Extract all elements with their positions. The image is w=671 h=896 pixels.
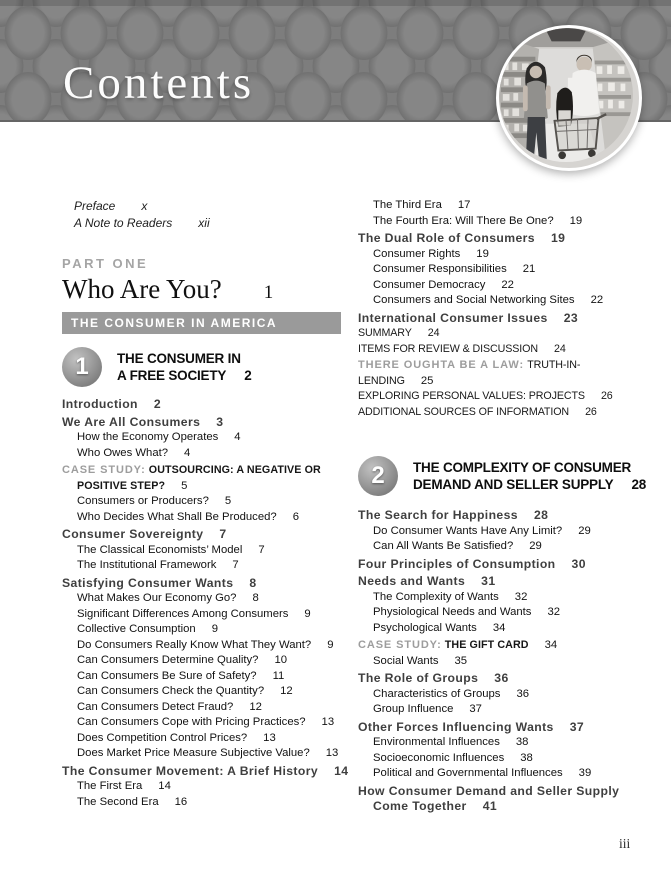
toc-entry-h2 — [62, 795, 354, 811]
toc-entry-h2 — [62, 430, 354, 446]
toc-entry-h2 — [358, 539, 650, 555]
toc-entry-h2 — [62, 622, 354, 638]
toc-entry-page: 12 — [249, 700, 262, 713]
toc-entry-end — [358, 405, 650, 421]
toc-entry-text: Collective Consumption — [77, 623, 196, 635]
chapter-2-heading — [358, 456, 650, 496]
toc-entry-h2 — [62, 779, 354, 795]
toc-entry-h1 — [62, 527, 354, 543]
toc-entry-h2 — [62, 446, 354, 462]
toc-entry-text: TRUTH-IN-LENDING — [358, 359, 581, 387]
toc-entry-h2 — [62, 653, 354, 669]
toc-left-entries — [62, 397, 354, 810]
toc-entry-h2 — [358, 590, 650, 606]
toc-entry-h2 — [62, 510, 354, 526]
toc-entry-page: 4 — [234, 431, 241, 443]
front-matter-item-preface — [74, 198, 354, 215]
toc-entry-text: Psychological Wants — [373, 621, 477, 634]
toc-right-column — [358, 198, 650, 815]
toc-entry-text: Can Consumers Cope with Pricing Practices? — [77, 716, 306, 728]
toc-entry-page: 13 — [263, 731, 276, 744]
toc-entry-h1 — [62, 576, 354, 592]
toc-entry-page: 36 — [494, 671, 509, 685]
toc-entry-h2 — [358, 751, 650, 767]
toc-entry-h2 — [358, 687, 650, 703]
toc-entry-h1 — [358, 231, 650, 247]
toc-entry-h1 — [62, 415, 354, 431]
toc-left-column — [62, 198, 354, 810]
toc-entry-h2 — [62, 731, 354, 747]
toc-entry-h2 — [358, 735, 650, 751]
toc-entry-text: Four Principles of Consumption — [358, 556, 556, 571]
toc-entry-page: 26 — [600, 390, 613, 402]
family-shopping-photo — [496, 25, 642, 171]
toc-entry-page: 21 — [522, 263, 536, 275]
toc-entry-text: THE GIFT CARD — [444, 639, 529, 651]
toc-entry-page: 7 — [258, 543, 265, 556]
toc-entry-text: Who Owes What? — [77, 446, 169, 459]
part-one-heading — [62, 256, 354, 334]
toc-entry-h1 — [358, 671, 650, 687]
toc-entry-h2 — [62, 715, 354, 731]
toc-entry-end — [358, 342, 650, 358]
toc-entry-text: OUTSOURCING: A NEGATIVE OR POSITIVE STEP? — [77, 464, 321, 492]
toc-entry-text: Consumer Sovereignty — [62, 527, 204, 541]
toc-entry-text: Needs and Wants — [358, 574, 466, 588]
toc-entry-page: 25 — [420, 374, 434, 387]
toc-entry-text: The First Era — [77, 780, 143, 792]
toc-entry-text: Physiological Needs and Wants — [373, 606, 532, 618]
toc-entry-page: 23 — [563, 310, 579, 325]
toc-entry-text: The Complexity of Wants — [373, 590, 499, 603]
toc-entry-page: 14 — [334, 763, 349, 778]
toc-entry-page: 34 — [492, 621, 506, 634]
chapter-title-line: A FREE SOCIETY — [117, 368, 227, 383]
toc-entry-page: 9 — [304, 607, 311, 620]
toc-entry-h2 — [358, 654, 650, 670]
toc-entry-text: Can Consumers Check the Quantity? — [77, 685, 265, 697]
toc-entry-page: 41 — [482, 799, 498, 813]
toc-entry-text: EXPLORING PERSONAL VALUES: PROJECTS — [358, 390, 585, 402]
toc-entry-h1 — [62, 764, 354, 780]
toc-entry-h2 — [62, 638, 354, 654]
toc-entry-text: The Fourth Era: Will There Be One? — [373, 214, 554, 227]
toc-entry-page: 13 — [325, 747, 339, 759]
toc-entry-h2 — [358, 702, 650, 718]
toc-entry-text: Do Consumers Really Know What They Want? — [77, 638, 312, 651]
toc-entry-text: Can All Wants Be Satisfied? — [373, 540, 514, 552]
toc-entry-text: The Classical Economists’ Model — [77, 543, 243, 556]
toc-entry-text: The Role of Groups — [358, 671, 479, 685]
toc-entry-page: 8 — [252, 592, 259, 604]
toc-entry-text: The Dual Role of Consumers — [358, 231, 535, 245]
toc-entry-text: Socioeconomic Influences — [373, 751, 505, 764]
toc-entry-end — [358, 326, 650, 342]
toc-entry-page: 19 — [476, 247, 489, 260]
front-matter-page: xii — [198, 216, 210, 230]
chapter-title-line: THE CONSUMER IN — [117, 351, 241, 366]
toc-entry-h1 — [358, 720, 650, 736]
chapter-title-line: THE COMPLEXITY OF CONSUMER — [413, 460, 632, 475]
toc-entry-h2 — [358, 262, 650, 278]
toc-entry-text: The Third Era — [373, 199, 442, 211]
toc-entry-page: 22 — [501, 278, 514, 291]
toc-entry-text: How Consumer Demand and Seller Supply Come Together — [358, 783, 620, 813]
toc-entry-page: 9 — [211, 623, 218, 635]
chapter-2-title — [413, 456, 646, 493]
toc-entry-page: 16 — [174, 795, 188, 808]
toc-entry-page: 7 — [232, 559, 239, 571]
toc-entry-page: 4 — [184, 446, 191, 459]
toc-entry-text: We Are All Consumers — [62, 414, 201, 429]
toc-entry-page: 8 — [249, 575, 257, 590]
chapter-page-number: 28 — [631, 477, 647, 492]
toc-entry-h1 — [358, 557, 650, 573]
toc-entry-text: Characteristics of Groups — [373, 687, 501, 700]
toc-entry-h1 — [358, 508, 650, 524]
toc-entry-page: 7 — [219, 527, 227, 541]
toc-entry-page: 3 — [216, 414, 224, 429]
toc-entry-page: 28 — [533, 508, 549, 522]
toc-entry-h2 — [358, 766, 650, 782]
toc-entry-end — [358, 389, 650, 405]
chapter-2-number-badge: 2 — [358, 456, 398, 496]
toc-entry-text: What Makes Our Economy Go? — [77, 592, 237, 604]
toc-entry-text: Does Competition Control Prices? — [77, 731, 248, 744]
toc-entry-text: Introduction — [62, 397, 138, 411]
toc-entry-text: Can Consumers Be Sure of Safety? — [77, 669, 257, 682]
toc-entry-page: 17 — [457, 199, 471, 211]
toc-entry-text: The Second Era — [77, 795, 159, 808]
toc-entry-h2 — [62, 591, 354, 607]
chapter-title-line: DEMAND AND SELLER SUPPLY — [413, 477, 614, 492]
toc-entry-text: Consumer Democracy — [373, 278, 486, 291]
toc-entry-h2 — [358, 524, 650, 540]
toc-entry-text: Consumers and Social Networking Sites — [373, 294, 575, 306]
front-matter-item-note — [74, 215, 354, 232]
toc-entry-h2 — [62, 607, 354, 623]
toc-entry-page: 38 — [515, 736, 529, 748]
toc-entry-text: Group Influence — [373, 703, 454, 715]
page-number: iii — [619, 836, 631, 851]
toc-entry-page: 37 — [469, 703, 482, 715]
part-title-line — [62, 274, 354, 305]
toc-entry-text: Consumer Responsibilities — [373, 263, 507, 275]
toc-entry-text: The Search for Happiness — [358, 508, 518, 522]
toc-entry-page: 14 — [158, 780, 171, 792]
toc-entry-page: 12 — [280, 685, 293, 697]
chapter-page-number: 2 — [244, 368, 252, 383]
toc-entry-text: The Institutional Framework — [77, 559, 217, 571]
front-matter — [62, 198, 354, 232]
toc-entry-h2 — [358, 198, 650, 214]
toc-entry-text: ADDITIONAL SOURCES OF INFORMATION — [358, 405, 570, 418]
toc-entry-page: 38 — [520, 751, 533, 764]
toc-entry-prefix: CASE STUDY: — [358, 639, 442, 651]
toc-entry-text: Consumer Rights — [373, 247, 461, 260]
toc-entry-page: 9 — [327, 638, 334, 651]
toc-entry-h1 — [62, 397, 354, 413]
toc-entry-page: 19 — [550, 231, 566, 245]
toc-entry-page: 37 — [569, 719, 585, 734]
toc-entry-page: 32 — [514, 590, 528, 603]
toc-entry-text: Consumers or Producers? — [77, 495, 209, 507]
toc-right-top-entries — [358, 198, 650, 420]
toc-entry-text: Other Forces Influencing Wants — [358, 719, 554, 734]
front-matter-label: Preface — [74, 199, 116, 213]
toc-entry-h2 — [62, 543, 354, 559]
toc-entry-page: 5 — [181, 479, 188, 492]
chapter-1-heading — [62, 347, 354, 387]
toc-entry-h2 — [62, 494, 354, 510]
toc-entry-page: 11 — [272, 669, 285, 682]
toc-entry-text: The Consumer Movement: A Brief History — [62, 763, 319, 778]
toc-entry-text: Does Market Price Measure Subjective Value? — [77, 747, 310, 759]
toc-entry-page: 13 — [321, 716, 335, 728]
toc-entry-text: SUMMARY — [358, 327, 412, 339]
toc-right-bottom-entries — [358, 508, 650, 815]
toc-entry-h2 — [62, 684, 354, 700]
toc-entry-h2 — [62, 558, 354, 574]
toc-entry-page: 24 — [554, 342, 566, 355]
toc-entry-page: 5 — [224, 495, 232, 507]
family-shopping-photo-illustration — [499, 28, 633, 162]
toc-entry-page: 29 — [529, 540, 542, 552]
toc-entry-h2 — [358, 278, 650, 294]
toc-entry-page: 2 — [153, 397, 162, 411]
toc-entry-text: ITEMS FOR REVIEW & DISCUSSION — [358, 342, 538, 355]
toc-entry-text: Political and Governmental Influences — [373, 767, 563, 779]
toc-entry-prefix: THERE OUGHTA BE A LAW: — [358, 359, 525, 371]
toc-entry-case — [62, 463, 354, 494]
toc-entry-page: 34 — [544, 639, 558, 651]
toc-entry-page: 24 — [427, 327, 440, 339]
toc-entry-h2 — [62, 746, 354, 762]
part-page-number: 1 — [263, 282, 274, 303]
toc-entry-h2 — [62, 700, 354, 716]
toc-entry-case — [358, 638, 650, 654]
toc-entry-h1 — [358, 574, 650, 590]
toc-entry-text: Can Consumers Detect Fraud? — [77, 700, 234, 713]
toc-entry-page: 22 — [590, 294, 604, 306]
toc-entry-text: Who Decides What Shall Be Produced? — [77, 510, 277, 523]
front-matter-label: A Note to Readers — [74, 216, 173, 230]
toc-entry-text: Satisfying Consumer Wants — [62, 575, 234, 590]
part-kicker: PART ONE — [62, 256, 149, 271]
toc-entry-h1 — [358, 784, 625, 815]
toc-entry-page: 19 — [569, 214, 583, 227]
toc-entry-h2 — [62, 669, 354, 685]
toc-entry-h2 — [358, 621, 650, 637]
toc-entry-page: 26 — [585, 405, 597, 418]
toc-entry-law — [358, 358, 650, 389]
part-banner-bar: THE CONSUMER IN AMERICA — [62, 312, 341, 334]
page-header-banner — [0, 0, 671, 122]
toc-entry-h1 — [358, 311, 650, 327]
chapter-1-title — [117, 347, 252, 384]
toc-entry-page: 6 — [292, 510, 299, 523]
toc-entry-text: Do Consumer Wants Have Any Limit? — [373, 524, 563, 537]
chapter-1-number-badge: 1 — [62, 347, 102, 387]
toc-entry-page: 36 — [516, 687, 530, 700]
toc-entry-text: Can Consumers Determine Quality? — [77, 654, 259, 666]
toc-entry-page: 31 — [481, 574, 496, 588]
toc-entry-h2 — [358, 605, 650, 621]
toc-entry-text: International Consumer Issues — [358, 310, 548, 325]
toc-entry-page: 35 — [454, 654, 468, 667]
toc-entry-text: Environmental Influences — [373, 736, 500, 748]
toc-entry-page: 29 — [578, 524, 591, 537]
toc-entry-page: 39 — [578, 767, 592, 779]
toc-entry-text: Significant Differences Among Consumers — [77, 607, 289, 620]
front-matter-page: x — [141, 199, 148, 213]
toc-entry-page: 10 — [274, 654, 288, 666]
toc-entry-text: How the Economy Operates — [77, 431, 219, 443]
toc-entry-page: 30 — [571, 556, 586, 571]
toc-entry-page: 32 — [547, 606, 561, 618]
part-title: Who Are You? — [62, 274, 222, 304]
toc-entry-text: Social Wants — [373, 654, 439, 667]
toc-entry-prefix: CASE STUDY: — [62, 464, 146, 476]
toc-entry-h2 — [358, 293, 650, 309]
toc-entry-h2 — [358, 214, 650, 230]
page-title: Contents — [63, 57, 255, 109]
toc-entry-h2 — [358, 247, 650, 263]
